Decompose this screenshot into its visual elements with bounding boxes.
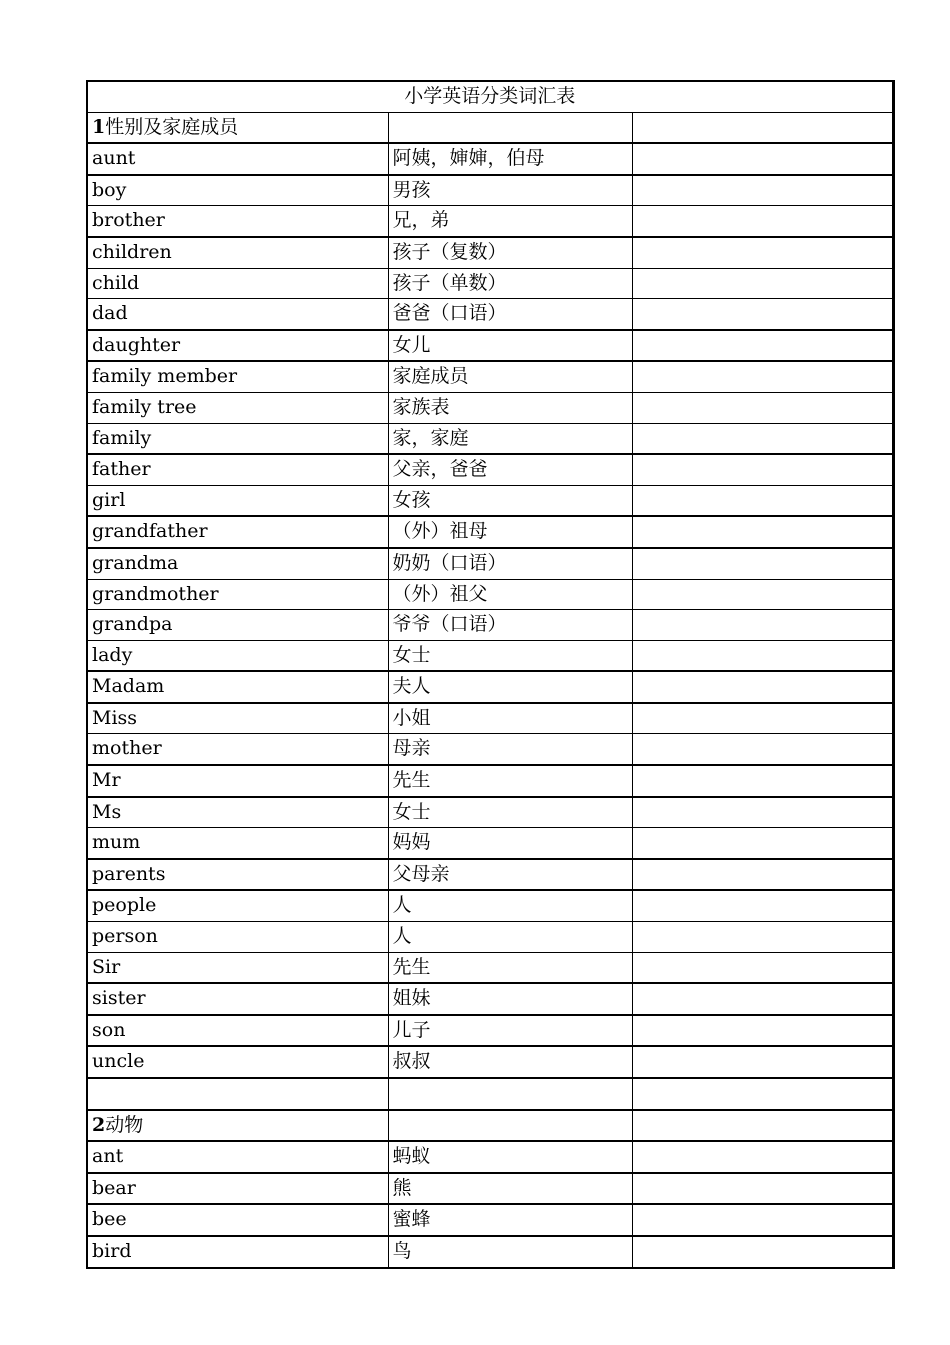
english-word: daughter: [87, 330, 388, 362]
section-number: 1: [92, 115, 106, 138]
chinese-meaning: 女孩: [388, 485, 632, 516]
chinese-meaning: 爸爸（口语）: [388, 299, 632, 330]
notes-cell: [632, 890, 893, 921]
notes-cell: [632, 610, 893, 641]
notes-cell: [632, 392, 893, 423]
chinese-meaning: 先生: [388, 952, 632, 983]
chinese-meaning: 儿子: [388, 1015, 632, 1047]
chinese-meaning: 叔叔: [388, 1046, 632, 1078]
word-row: [87, 640, 893, 671]
word-row: [87, 671, 893, 703]
notes-cell: [632, 548, 893, 579]
notes-cell: [632, 640, 893, 671]
section-heading: [87, 112, 388, 143]
word-row: [87, 268, 893, 299]
chinese-meaning: 先生: [388, 765, 632, 797]
word-row: [87, 330, 893, 362]
word-row: [87, 922, 893, 953]
chinese-meaning: 家族表: [388, 392, 632, 423]
chinese-meaning: 女儿: [388, 330, 632, 362]
word-row: [87, 454, 893, 485]
chinese-meaning: 小姐: [388, 703, 632, 734]
notes-cell: [632, 671, 893, 703]
english-word: girl: [87, 485, 388, 516]
word-row: [87, 423, 893, 454]
chinese-meaning: 人: [388, 890, 632, 921]
notes-cell: [632, 206, 893, 237]
notes-cell: [632, 765, 893, 797]
vocabulary-sheet: [86, 80, 892, 1269]
empty-cell: [632, 112, 893, 143]
word-row: [87, 797, 893, 828]
word-row: [87, 237, 893, 268]
english-word: father: [87, 454, 388, 485]
notes-cell: [632, 1236, 893, 1268]
notes-cell: [632, 485, 893, 516]
notes-cell: [632, 703, 893, 734]
chinese-meaning: 孩子（单数）: [388, 268, 632, 299]
section-title: 性别及家庭成员: [105, 115, 239, 138]
notes-cell: [632, 175, 893, 206]
word-row: [87, 1046, 893, 1078]
english-word: Sir: [87, 952, 388, 983]
english-word: child: [87, 268, 388, 299]
word-row: [87, 983, 893, 1015]
english-word: Ms: [87, 797, 388, 828]
word-row: [87, 143, 893, 175]
word-row: [87, 952, 893, 983]
notes-cell: [632, 237, 893, 268]
word-row: [87, 175, 893, 206]
english-word: dad: [87, 299, 388, 330]
english-word: bird: [87, 1236, 388, 1268]
section-number: 2: [92, 1113, 106, 1136]
chinese-meaning: 女士: [388, 640, 632, 671]
word-row: [87, 765, 893, 797]
section-heading: [87, 1110, 388, 1142]
chinese-meaning: 奶奶（口语）: [388, 548, 632, 579]
word-row: [87, 610, 893, 641]
empty-cell: [388, 1110, 632, 1142]
english-word: mother: [87, 734, 388, 765]
notes-cell: [632, 922, 893, 953]
word-row: [87, 516, 893, 548]
word-row: [87, 1141, 893, 1173]
word-row: [87, 206, 893, 237]
sheet-title: 小学英语分类词汇表: [87, 81, 893, 112]
chinese-meaning: 蚂蚁: [388, 1141, 632, 1173]
notes-cell: [632, 1204, 893, 1236]
english-word: grandmother: [87, 579, 388, 610]
empty-cell: [632, 1110, 893, 1142]
notes-cell: [632, 143, 893, 175]
notes-cell: [632, 516, 893, 548]
english-word: brother: [87, 206, 388, 237]
chinese-meaning: 阿姨，婶婶，伯母: [388, 143, 632, 175]
notes-cell: [632, 423, 893, 454]
empty-cell: [388, 1078, 632, 1110]
chinese-meaning: 姐妹: [388, 983, 632, 1015]
chinese-meaning: 鸟: [388, 1236, 632, 1268]
chinese-meaning: 父亲，爸爸: [388, 454, 632, 485]
chinese-meaning: 爷爷（口语）: [388, 610, 632, 641]
word-row: [87, 859, 893, 891]
chinese-meaning: 女士: [388, 797, 632, 828]
notes-cell: [632, 1046, 893, 1078]
notes-cell: [632, 859, 893, 891]
notes-cell: [632, 361, 893, 392]
chinese-meaning: 妈妈: [388, 828, 632, 859]
word-row: [87, 703, 893, 734]
english-word: son: [87, 1015, 388, 1047]
word-row: [87, 579, 893, 610]
chinese-meaning: （外）祖父: [388, 579, 632, 610]
english-word: bee: [87, 1204, 388, 1236]
notes-cell: [632, 330, 893, 362]
chinese-meaning: 孩子（复数）: [388, 237, 632, 268]
word-row: [87, 1204, 893, 1236]
english-word: grandfather: [87, 516, 388, 548]
word-row: [87, 1236, 893, 1268]
notes-cell: [632, 983, 893, 1015]
empty-cell: [388, 112, 632, 143]
spacer-row: [87, 1078, 893, 1110]
chinese-meaning: 夫人: [388, 671, 632, 703]
word-row: [87, 828, 893, 859]
vocabulary-table: [86, 80, 895, 1269]
notes-cell: [632, 1015, 893, 1047]
notes-cell: [632, 299, 893, 330]
word-row: [87, 1015, 893, 1047]
word-row: [87, 890, 893, 921]
empty-cell: [87, 1078, 388, 1110]
notes-cell: [632, 579, 893, 610]
english-word: boy: [87, 175, 388, 206]
title-row: [87, 81, 893, 112]
english-word: family tree: [87, 392, 388, 423]
notes-cell: [632, 454, 893, 485]
word-row: [87, 392, 893, 423]
empty-cell: [632, 1078, 893, 1110]
english-word: Madam: [87, 671, 388, 703]
section-title: 动物: [105, 1113, 144, 1136]
chinese-meaning: 熊: [388, 1173, 632, 1205]
english-word: uncle: [87, 1046, 388, 1078]
english-word: family member: [87, 361, 388, 392]
word-row: [87, 361, 893, 392]
english-word: person: [87, 922, 388, 953]
word-row: [87, 485, 893, 516]
notes-cell: [632, 952, 893, 983]
section-heading-row: [87, 112, 893, 143]
english-word: family: [87, 423, 388, 454]
english-word: lady: [87, 640, 388, 671]
chinese-meaning: （外）祖母: [388, 516, 632, 548]
chinese-meaning: 父母亲: [388, 859, 632, 891]
english-word: people: [87, 890, 388, 921]
word-row: [87, 734, 893, 765]
notes-cell: [632, 1141, 893, 1173]
chinese-meaning: 家庭成员: [388, 361, 632, 392]
english-word: ant: [87, 1141, 388, 1173]
notes-cell: [632, 734, 893, 765]
chinese-meaning: 男孩: [388, 175, 632, 206]
english-word: bear: [87, 1173, 388, 1205]
chinese-meaning: 人: [388, 922, 632, 953]
chinese-meaning: 母亲: [388, 734, 632, 765]
english-word: sister: [87, 983, 388, 1015]
english-word: Mr: [87, 765, 388, 797]
word-row: [87, 1173, 893, 1205]
notes-cell: [632, 828, 893, 859]
notes-cell: [632, 268, 893, 299]
notes-cell: [632, 797, 893, 828]
english-word: aunt: [87, 143, 388, 175]
english-word: grandpa: [87, 610, 388, 641]
english-word: mum: [87, 828, 388, 859]
word-row: [87, 299, 893, 330]
english-word: children: [87, 237, 388, 268]
chinese-meaning: 蜜蜂: [388, 1204, 632, 1236]
english-word: Miss: [87, 703, 388, 734]
chinese-meaning: 家，家庭: [388, 423, 632, 454]
word-row: [87, 548, 893, 579]
section-heading-row: [87, 1110, 893, 1142]
chinese-meaning: 兄，弟: [388, 206, 632, 237]
english-word: grandma: [87, 548, 388, 579]
notes-cell: [632, 1173, 893, 1205]
english-word: parents: [87, 859, 388, 891]
